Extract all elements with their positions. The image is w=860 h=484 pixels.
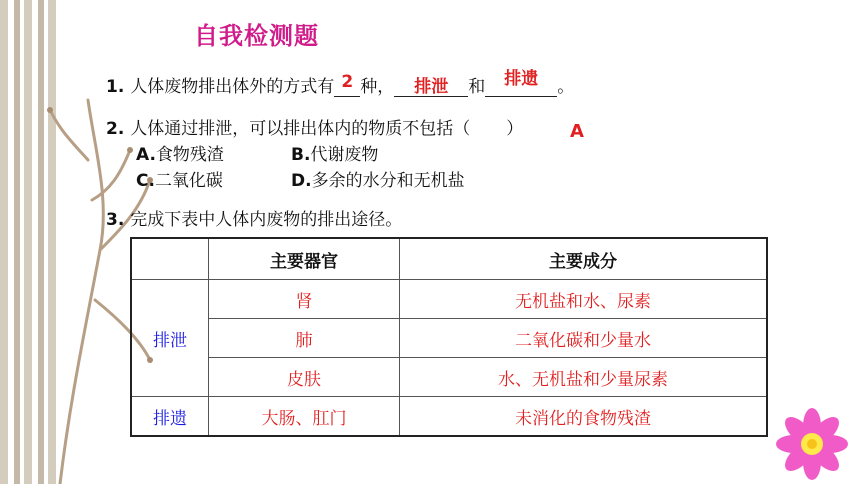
question-text: 人体通过排泄，可以排出体内的物质不包括（ xyxy=(130,119,471,139)
group-label: 排泄 xyxy=(131,280,209,397)
organ-cell: 大肠、肛门 xyxy=(209,397,400,437)
table-row xyxy=(131,397,767,437)
question-number: 1. xyxy=(106,77,125,97)
content-cell: 未消化的食物残渣 xyxy=(400,397,768,437)
question-text: 人体废物排出体外的方式有 xyxy=(130,77,335,97)
question-text: ） xyxy=(506,119,524,139)
option-a: A.食物残渣 xyxy=(136,145,224,165)
table-header-row xyxy=(131,238,767,280)
answer-text: A xyxy=(570,121,584,142)
group-label: 排遗 xyxy=(131,397,209,437)
answer-text: 排泄 xyxy=(414,77,449,97)
answer-text: 排遗 xyxy=(504,69,539,89)
question-3 xyxy=(106,205,402,230)
table-header: 主要器官 xyxy=(209,238,400,280)
question-number: 2. xyxy=(106,119,125,139)
content-cell: 二氧化碳和少量水 xyxy=(400,319,768,358)
table-row xyxy=(131,319,767,358)
organ-cell: 肺 xyxy=(209,319,400,358)
option-d: D.多余的水分和无机盐 xyxy=(291,171,465,191)
organ-cell: 皮肤 xyxy=(209,358,400,397)
answer-blank xyxy=(485,69,557,97)
table-header: 主要成分 xyxy=(400,238,768,280)
table-row xyxy=(131,280,767,319)
content-cell: 水、无机盐和少量尿素 xyxy=(400,358,768,397)
answer-text: 2 xyxy=(341,72,354,92)
answer-blank xyxy=(394,76,468,97)
organ-cell: 肾 xyxy=(209,280,400,319)
option-c: C.二氧化碳 xyxy=(136,171,223,191)
question-1 xyxy=(106,69,575,97)
page-title: 自我检测题 xyxy=(194,22,319,50)
waste-table xyxy=(130,237,768,437)
option-b: B.代谢废物 xyxy=(291,145,379,165)
answer-blank xyxy=(334,72,360,97)
table-header xyxy=(131,238,209,280)
question-text: 完成下表中人体内废物的排出途径。 xyxy=(130,210,403,230)
question-text: 和 xyxy=(468,77,486,97)
table-row xyxy=(131,358,767,397)
flower-decoration xyxy=(776,408,848,480)
content-cell: 无机盐和水、尿素 xyxy=(400,280,768,319)
question-number: 3. xyxy=(106,210,125,230)
question-2 xyxy=(106,114,523,139)
question-text: 种， xyxy=(360,77,395,97)
question-text: 。 xyxy=(557,77,575,97)
